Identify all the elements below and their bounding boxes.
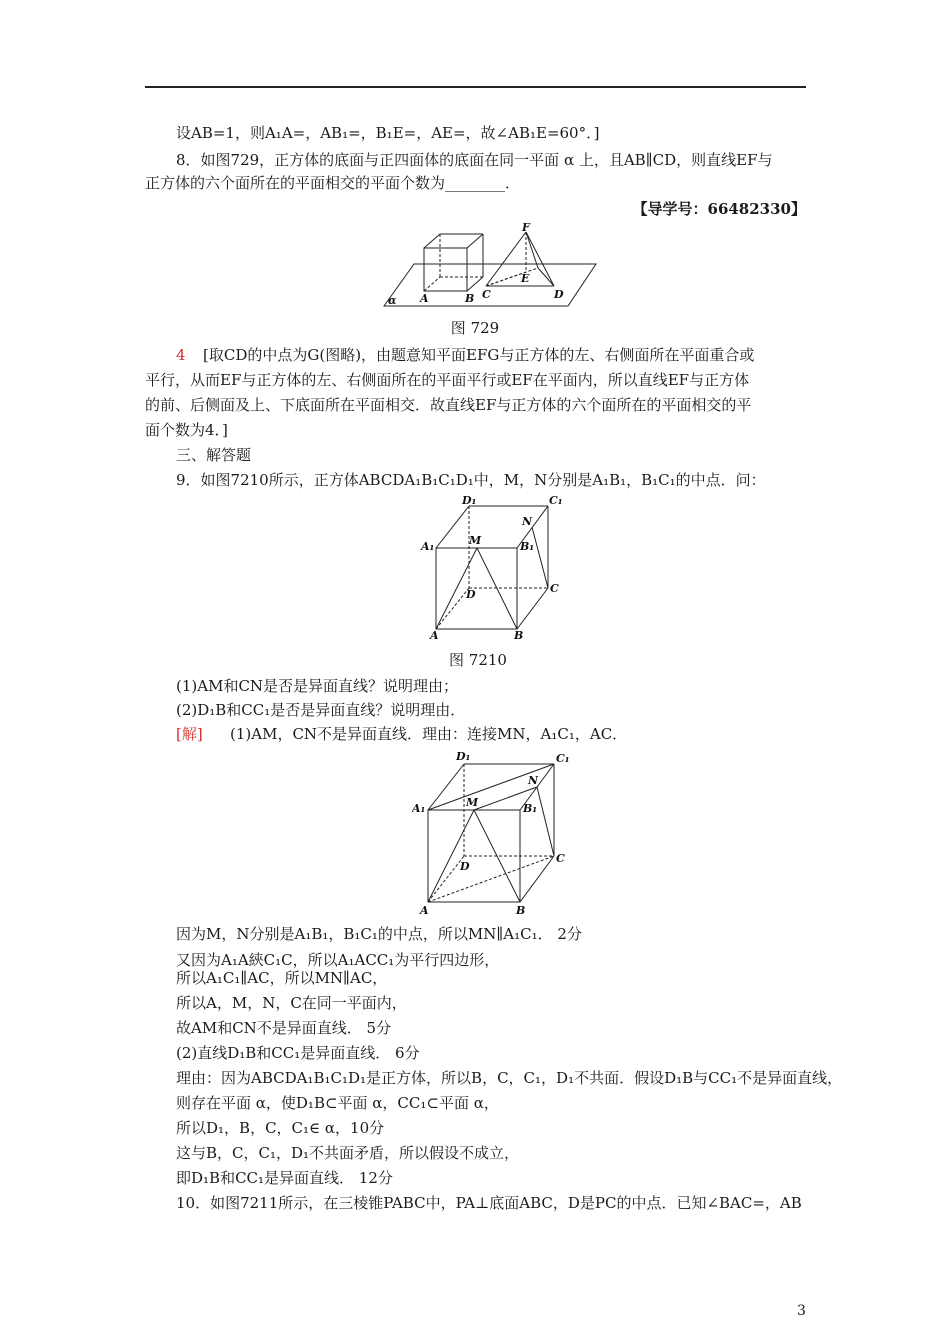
question-8-line-1: 8．如图729，正方体的底面与正四面体的底面在同一平面 α 上，且AB∥CD，则直线EF与 (176, 151, 773, 169)
solution-tag: [解] (176, 725, 203, 743)
cube-front-face (424, 248, 467, 291)
label-e: E (521, 272, 530, 285)
label-alpha: α (388, 294, 397, 307)
figure-729-caption: 图 729 (450, 319, 500, 337)
label-a: A (420, 904, 429, 917)
label-d1: D₁ (462, 494, 477, 507)
solution-step-7: 理由：因为ABCDA₁B₁C₁D₁是正方体，所以B，C，C₁，D₁不共面．假设D₁B与CC₁不是异面直线， (176, 1069, 843, 1087)
label-d: D (554, 288, 564, 301)
label-n: N (528, 774, 539, 787)
figure-729 (378, 222, 602, 312)
answer-8-line-4: 面个数为4．] (145, 421, 228, 439)
answer-8-line-1: [取CD的中点为G(图略)，由题意知平面EFG与正方体的左、右侧面所在平面重合或 (203, 346, 755, 364)
solution-step-10: 这与B，C，C₁，D₁不共面矛盾，所以假设不成立， (176, 1144, 520, 1162)
solution-step-6: (2)直线D₁B和CC₁是异面直线． 6分 (176, 1044, 420, 1062)
label-c1: C₁ (556, 752, 570, 765)
label-a1: A₁ (421, 540, 435, 553)
label-c: C (482, 288, 491, 301)
label-d: D (460, 860, 470, 873)
label-c1: C₁ (549, 494, 563, 507)
answer-8-line-3: 的前、后侧面及上、下底面所在平面相交．故直线EF与正方体的六个面所在的平面相交的平 (145, 396, 752, 414)
solution-step-3: 所以A₁C₁∥AC，所以MN∥AC， (176, 969, 388, 987)
answer-8-number: 4 (176, 346, 186, 364)
label-c: C (556, 852, 565, 865)
solution-step-4: 所以A，M，N，C在同一平面内， (176, 994, 407, 1012)
label-b: B (516, 904, 526, 917)
figure-7210 (418, 492, 578, 644)
label-f: F (522, 222, 530, 234)
label-b1: B₁ (520, 540, 535, 553)
solution-line-1: (1)AM，CN不是异面直线．理由：连接MN，A₁C₁，AC． (230, 725, 628, 743)
text-line: 设AB=1，则A₁A=，AB₁=，B₁E=，AE=，故∠AB₁E=60°．] (176, 124, 600, 142)
solution-figure (412, 746, 578, 918)
label-d: D (466, 588, 476, 601)
question-8-line-2: 正方体的六个面所在的平面相交的平面个数为________． (145, 174, 521, 192)
label-b1: B₁ (523, 802, 538, 815)
label-a: A (420, 292, 429, 305)
label-c: C (550, 582, 559, 595)
label-m: M (466, 796, 479, 809)
solution-step-8: 则存在平面 α，使D₁B⊂平面 α，CC₁⊂平面 α， (176, 1094, 499, 1112)
solution-step-5: 故AM和CN不是异面直线． 5分 (176, 1019, 392, 1037)
solution-step-1: 因为M，N分别是A₁B₁，B₁C₁的中点，所以MN∥A₁C₁． 2分 (176, 925, 582, 943)
solution-step-2: 又因为A₁A綊C₁C，所以A₁ACC₁为平行四边形， (176, 951, 500, 969)
question-10: 10．如图7211所示，在三棱锥PABC中，PA⊥底面ABC，D是PC的中点．已知∠BAC=，AB (176, 1194, 802, 1212)
solution-step-9: 所以D₁，B，C，C₁∈ α，10分 (176, 1119, 385, 1137)
header-rule (145, 86, 806, 88)
label-a1: A₁ (412, 802, 426, 815)
label-b: B (514, 629, 524, 642)
label-b: B (465, 292, 475, 305)
question-9: 9．如图7210所示，正方体ABCDA₁B₁C₁D₁中，M，N分别是A₁B₁，B₁C₁的中点．问： (176, 471, 766, 489)
label-n: N (522, 515, 533, 528)
label-m: M (469, 534, 482, 547)
question-9-part-2: (2)D₁B和CC₁是否是异面直线？说明理由． (176, 701, 466, 719)
figure-7210-caption: 图 7210 (449, 651, 507, 669)
question-9-part-1: (1)AM和CN是否是异面直线？说明理由； (176, 677, 459, 695)
section-heading: 三、解答题 (176, 446, 252, 464)
label-a: A (430, 629, 439, 642)
guide-number: 【导学号：66482330】 (632, 200, 806, 218)
label-d1: D₁ (456, 750, 471, 763)
answer-8-line-2: 平行，从而EF与正方体的左、右侧面所在的平面平行或EF在平面内，所以直线EF与正方体 (145, 371, 750, 389)
solution-step-11: 即D₁B和CC₁是异面直线． 12分 (176, 1169, 393, 1187)
page-number: 3 (797, 1303, 806, 1319)
